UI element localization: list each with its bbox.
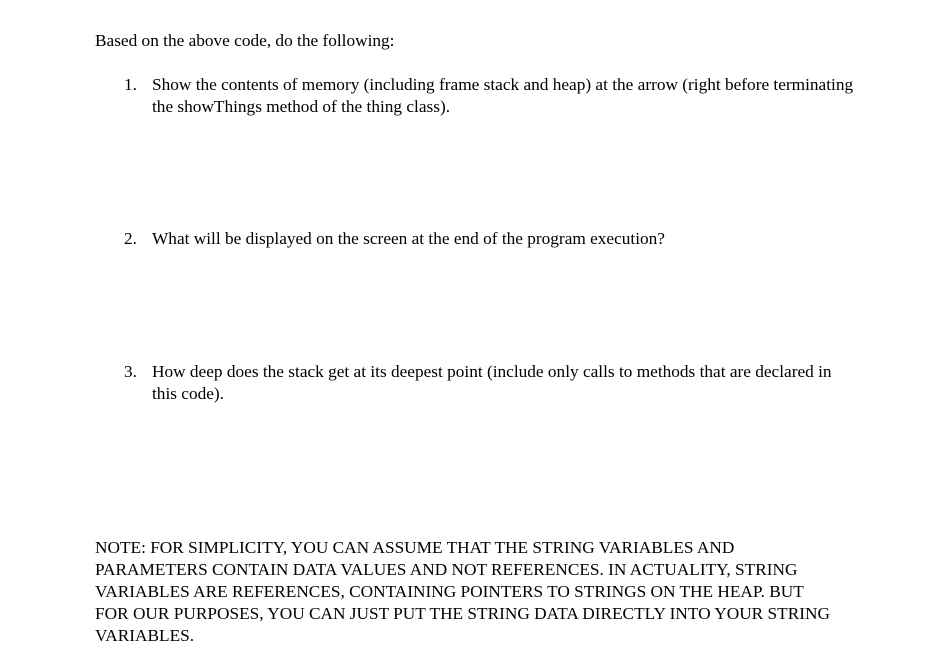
question-item [124,228,854,250]
question-item [124,74,854,118]
intro-text: Based on the above code, do the following: [95,31,395,50]
question-text: What will be displayed on the screen at the end of the program execution? [152,229,665,248]
note-text: NOTE: FOR SIMPLICITY, YOU CAN ASSUME THAT THE STRING VARIABLES AND PARAMETERS CONTAIN DATA VALUES AND NOT REFERENCES. IN ACTUALITY, STRING VARIABLES ARE REFERENCES, CONTAINING POINTERS TO STRINGS ON THE HEAP. BUT FOR OUR PURPOSES, YOU CAN JUST PUT THE STRING DATA DIRECTLY INTO YOUR STRING VARIABLES. [95,538,830,645]
question-number: 2. [124,229,137,248]
question-number: 1. [124,75,137,94]
question-number: 3. [124,362,137,381]
question-item [124,361,854,405]
question-text: Show the contents of memory (including frame stack and heap) at the arrow (right before terminating the showThings method of the thing class). [152,75,854,116]
question-text: How deep does the stack get at its deepest point (include only calls to methods that are declared in this code). [152,362,832,403]
